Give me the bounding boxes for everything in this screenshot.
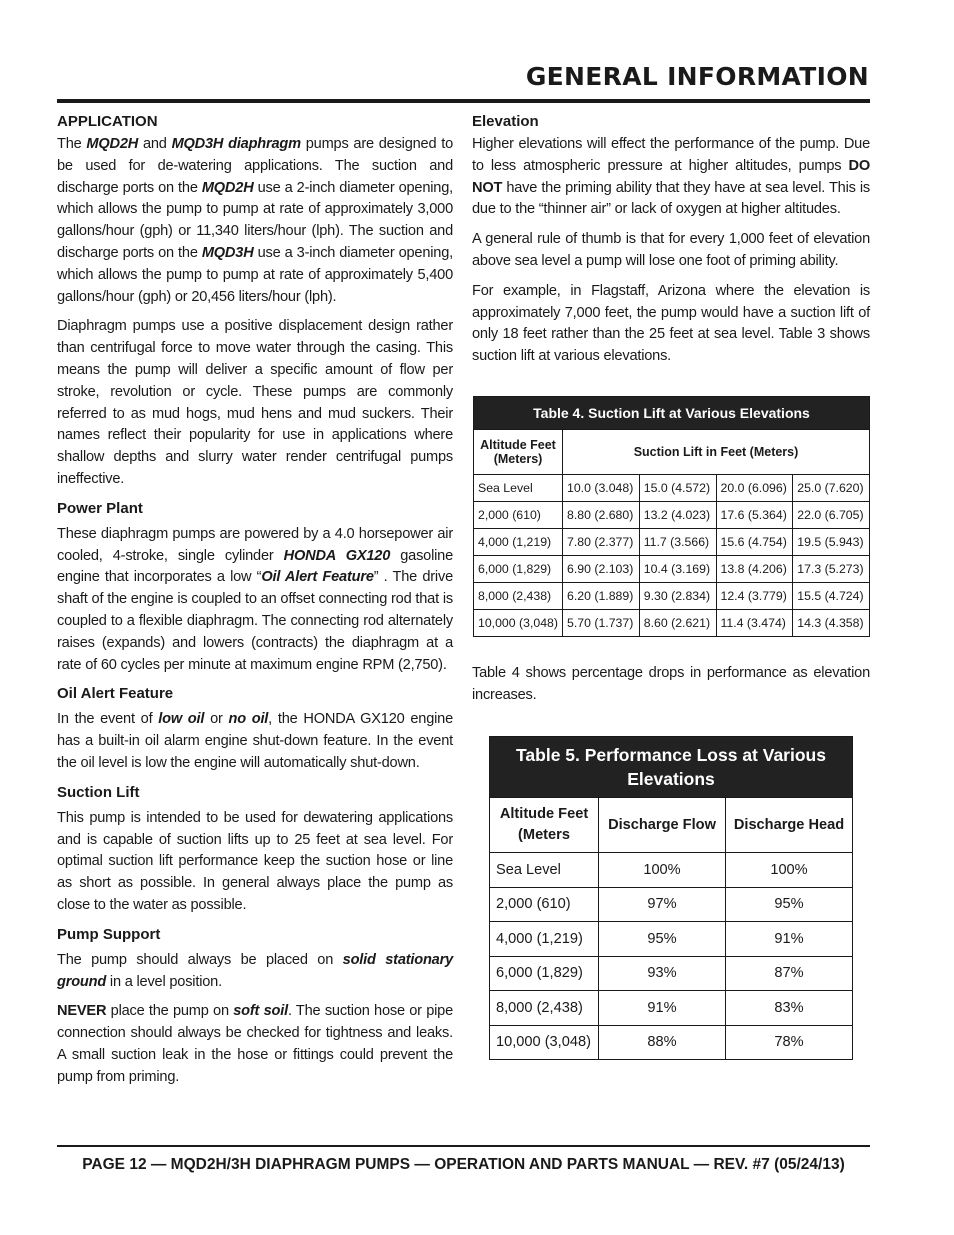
table5-value-cell: 100% — [599, 853, 726, 888]
table5-body — [490, 853, 853, 1060]
table4-value-cell: 13.8 (4.206) — [716, 556, 793, 583]
performance-loss-table — [489, 736, 853, 1060]
section-heading-suction-lift: Suction Lift — [57, 783, 140, 801]
table4-value-cell: 12.4 (3.779) — [716, 583, 793, 610]
table4-value-cell: 22.0 (6.705) — [793, 502, 870, 529]
table-row — [490, 956, 853, 991]
application-paragraph-1: The MQD2H and MQD3H diaphragm pumps are designed to be used for de-watering applications. The suction and discharge ports on the MQD2H use a 2-inch diameter opening, which allows the pump to pump at rate of approximately 3,000 gallons/hour (gph) or 11,340 liters/hour (lph). The suction and discharge ports on the MQD3H use a 3-inch diameter opening, which allows the pump to pump at rate of approximately 5,400 gallons/hour (gph) or 20,456 liters/hour (lph). — [57, 136, 454, 305]
section-heading-pump-support: Pump Support — [57, 925, 161, 943]
pump-support-paragraph-1: The pump should always be placed on solid stationary ground in a level position. — [57, 951, 453, 990]
table5-value-cell: 95% — [726, 887, 853, 922]
footer-divider — [57, 1145, 870, 1147]
page-footer: PAGE 12 — MQD2H/3H DIAPHRAGM PUMPS — OPERATION AND PARTS MANUAL — REV. #7 (05/24/13) — [82, 1156, 845, 1173]
table4-altitude-cell: 8,000 (2,438) — [474, 583, 563, 610]
elevation-paragraph-2: A general rule of thumb is that for every 1,000 feet of elevation above sea level a pump will lose one foot of priming ability. — [472, 231, 870, 269]
table-row — [490, 991, 853, 1026]
suction-lift-paragraph: This pump is intended to be used for dewatering applications and is capable of suction lifts up to 25 feet at sea level. For optimal suction lift performance keep the suction hose or line as short as possible. In general always place the pump as close to the water as possible. — [57, 809, 453, 913]
table4-value-cell: 15.6 (4.754) — [716, 529, 793, 556]
table5-altitude-cell: 8,000 (2,438) — [490, 991, 599, 1026]
table-row — [474, 529, 870, 556]
table5-value-cell: 88% — [599, 1025, 726, 1060]
table4-altitude-cell: 4,000 (1,219) — [474, 529, 563, 556]
table-row — [490, 922, 853, 957]
table-row — [474, 583, 870, 610]
table4-value-cell: 20.0 (6.096) — [716, 475, 793, 502]
section-heading-power-plant: Power Plant — [57, 499, 143, 517]
table4-value-cell: 11.4 (3.474) — [716, 610, 793, 637]
application-paragraph-2: Diaphragm pumps use a positive displacement design rather than centrifugal force to move water through the casing. This means the pump will deliver a specific amount of flow per stroke, revolution or cycle. These pumps are commonly referred to as mud hogs, mud hens and mud suckers. Their names reflect their popularity for use in applications where shallow depths and slurry water render centrifugal pumps ineffective. — [57, 318, 453, 487]
table4-value-cell: 13.2 (4.023) — [639, 502, 716, 529]
pump-support-paragraph-2: NEVER place the pump on soft soil. The suction hose or pipe connection should always be checked for tightness and leaks. A small suction leak in the hose or fittings could prevent the pump from priming. — [57, 1003, 453, 1085]
page-title: GENERAL INFORMATION — [525, 62, 869, 91]
table5-altitude-cell: 2,000 (610) — [490, 887, 599, 922]
table4-altitude-cell: 10,000 (3,048) — [474, 610, 563, 637]
table4-value-cell: 6.90 (2.103) — [563, 556, 640, 583]
table4-value-cell: 9.30 (2.834) — [639, 583, 716, 610]
table5-altitude-cell: 4,000 (1,219) — [490, 922, 599, 957]
table5-value-cell: 100% — [726, 853, 853, 888]
title-divider — [57, 99, 870, 103]
table4-value-cell: 17.3 (5.273) — [793, 556, 870, 583]
table4-value-cell: 15.5 (4.724) — [793, 583, 870, 610]
table4-value-cell: 10.0 (3.048) — [563, 475, 640, 502]
table4-body — [474, 475, 870, 637]
table-row — [490, 853, 853, 888]
left-column — [57, 112, 453, 1096]
table5-value-cell: 97% — [599, 887, 726, 922]
table4-value-cell: 5.70 (1.737) — [563, 610, 640, 637]
table5-value-cell: 93% — [599, 956, 726, 991]
elevation-paragraph-4: Table 4 shows percentage drops in performance as elevation increases. — [472, 665, 870, 703]
table4-header-suction-lift: Suction Lift in Feet (Meters) — [563, 430, 870, 475]
table5-value-cell: 83% — [726, 991, 853, 1026]
table4-altitude-cell: 2,000 (610) — [474, 502, 563, 529]
table4-caption: Table 4. Suction Lift at Various Elevations — [474, 397, 870, 430]
table5-value-cell: 95% — [599, 922, 726, 957]
table4-altitude-cell: 6,000 (1,829) — [474, 556, 563, 583]
table4-value-cell: 14.3 (4.358) — [793, 610, 870, 637]
section-heading-oil-alert: Oil Alert Feature — [57, 685, 174, 703]
table5-value-cell: 87% — [726, 956, 853, 991]
table-row — [474, 502, 870, 529]
table4-value-cell: 7.80 (2.377) — [563, 529, 640, 556]
table4-value-cell: 25.0 (7.620) — [793, 475, 870, 502]
oil-alert-paragraph: In the event of low oil or no oil, the HONDA GX120 engine has a built-in oil alarm engine shut-down feature. In the event the oil level is low the engine will automatically shut-down. — [57, 711, 453, 771]
table4-header-altitude: Altitude Feet (Meters) — [474, 430, 563, 475]
table-row — [474, 556, 870, 583]
table4-value-cell: 17.6 (5.364) — [716, 502, 793, 529]
table5-header-discharge-flow: Discharge Flow — [599, 798, 726, 853]
section-heading-application: APPLICATION — [57, 113, 158, 130]
table-row — [490, 1025, 853, 1060]
table4-value-cell: 8.80 (2.680) — [563, 502, 640, 529]
power-plant-paragraph: These diaphragm pumps are powered by a 4.0 horsepower air cooled, 4-stroke, single cylinder HONDA GX120 gasoline engine that incorporates a low “Oil Alert Feature” . The drive shaft of the engine is coupled to an offset connecting rod that is coupled to a flexible diaphragm. The connecting rod alternately raises (expands) and lowers (contracts) the diaphragm at a rate of 60 cycles per minute at maximum engine RPM (2,750). — [57, 525, 453, 673]
table4-value-cell: 15.0 (4.572) — [639, 475, 716, 502]
elevation-paragraph-1: Higher elevations will effect the performance of the pump. Due to less atmospheric pressure at higher altitudes, pumps DO NOT have the priming ability that they have at sea level. This is due to the “thinner air” or lack of oxygen at higher altitudes. — [472, 136, 870, 218]
table4-value-cell: 19.5 (5.943) — [793, 529, 870, 556]
section-heading-elevation: Elevation — [472, 113, 539, 130]
table5-altitude-cell: Sea Level — [490, 853, 599, 888]
table5-caption: Table 5. Performance Loss at Various Elevations — [490, 737, 853, 798]
right-column — [472, 112, 870, 376]
suction-lift-table — [473, 396, 870, 637]
table5-header-altitude: Altitude Feet (Meters — [490, 798, 599, 853]
table5-value-cell: 91% — [599, 991, 726, 1026]
table5-altitude-cell: 10,000 (3,048) — [490, 1025, 599, 1060]
table-row — [490, 887, 853, 922]
elevation-paragraph-3: For example, in Flagstaff, Arizona where the elevation is approximately 7,000 feet, the pump would have a suction lift of only 18 feet rather than the 25 feet at sea level. Table 3 shows suction lift at various elevations. — [472, 282, 870, 365]
table5-altitude-cell: 6,000 (1,829) — [490, 956, 599, 991]
table4-value-cell: 8.60 (2.621) — [639, 610, 716, 637]
table-row — [474, 475, 870, 502]
table4-value-cell: 11.7 (3.566) — [639, 529, 716, 556]
table5-header-discharge-head: Discharge Head — [726, 798, 853, 853]
table-row — [474, 610, 870, 637]
table5-value-cell: 91% — [726, 922, 853, 957]
table5-value-cell: 78% — [726, 1025, 853, 1060]
table4-value-cell: 6.20 (1.889) — [563, 583, 640, 610]
table4-altitude-cell: Sea Level — [474, 475, 563, 502]
table4-value-cell: 10.4 (3.169) — [639, 556, 716, 583]
